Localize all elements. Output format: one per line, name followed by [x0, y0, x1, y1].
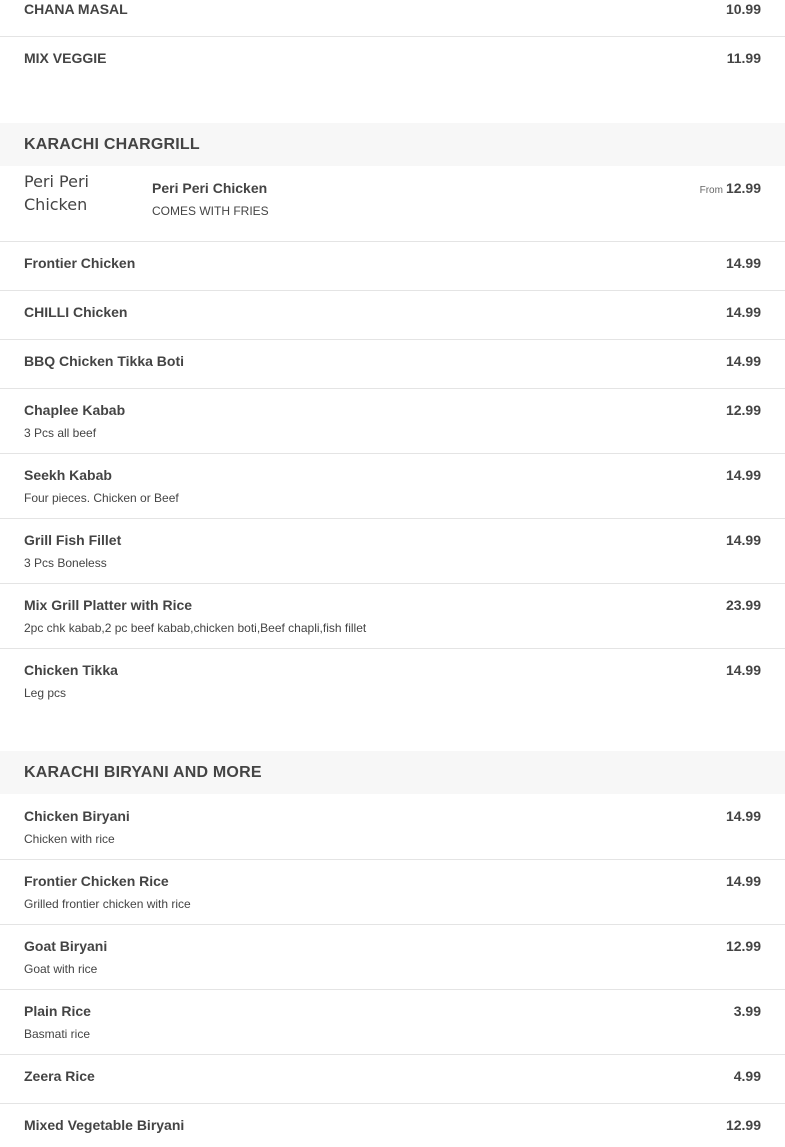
section-title: KARACHI BIRYANI AND MORE [24, 764, 262, 781]
item-price: 14.99 [725, 532, 761, 548]
item-name: Goat Biryani [24, 938, 108, 954]
from-label: From [699, 185, 723, 196]
divider [0, 36, 785, 37]
item-name: Peri Peri Chicken [152, 180, 268, 196]
item-name: Chicken Tikka [24, 662, 118, 678]
item-price: 14.99 [725, 808, 761, 824]
divider [0, 1054, 785, 1055]
item-name: CHANA MASAL [24, 1, 128, 17]
item-image-alt-text: Peri Peri Chicken [24, 172, 89, 214]
item-price: 14.99 [725, 255, 761, 271]
item-description: Grilled frontier chicken with rice [24, 897, 191, 911]
item-price-wrapper [700, 180, 761, 199]
item-price: 14.99 [725, 662, 761, 678]
item-description: Leg pcs [24, 686, 67, 700]
section-title: KARACHI CHARGRILL [24, 136, 200, 153]
divider [0, 1103, 785, 1104]
item-price: 12.99 [725, 180, 761, 196]
item-name: Zeera Rice [24, 1068, 95, 1084]
divider [0, 924, 785, 925]
item-description: Four pieces. Chicken or Beef [24, 491, 179, 505]
item-description: Chicken with rice [24, 832, 115, 846]
item-name: Chicken Biryani [24, 808, 130, 824]
item-price: 14.99 [725, 873, 761, 889]
item-price: 12.99 [725, 1117, 761, 1133]
item-name: Mixed Vegetable Biryani [24, 1117, 185, 1133]
divider [0, 583, 785, 584]
item-description: COMES WITH FRIES [152, 204, 269, 218]
item-name: Chaplee Kabab [24, 402, 126, 418]
item-name: MIX VEGGIE [24, 50, 107, 66]
item-name: Frontier Chicken Rice [24, 873, 169, 889]
divider [0, 453, 785, 454]
item-name: Grill Fish Fillet [24, 532, 122, 548]
item-price: 14.99 [725, 304, 761, 320]
item-price: 11.99 [726, 50, 761, 66]
item-price: 14.99 [725, 467, 761, 483]
item-name: Frontier Chicken [24, 255, 136, 271]
divider [0, 859, 785, 860]
item-price: 10.99 [725, 1, 761, 17]
divider [0, 648, 785, 649]
item-price: 3.99 [733, 1003, 761, 1019]
item-name: BBQ Chicken Tikka Boti [24, 353, 185, 369]
item-description: 3 Pcs all beef [24, 426, 97, 440]
item-price: 4.99 [733, 1068, 761, 1084]
item-description: Basmati rice [24, 1027, 91, 1041]
item-name: Plain Rice [24, 1003, 91, 1019]
item-description: Goat with rice [24, 962, 98, 976]
divider [0, 290, 785, 291]
divider [0, 989, 785, 990]
item-name: Seekh Kabab [24, 467, 112, 483]
item-name: Mix Grill Platter with Rice [24, 597, 193, 613]
divider [0, 339, 785, 340]
item-price: 12.99 [725, 938, 761, 954]
section-header-karachi-chargrill [0, 123, 785, 166]
divider [0, 388, 785, 389]
divider [0, 518, 785, 519]
divider [0, 241, 785, 242]
item-description: 3 Pcs Boneless [24, 556, 107, 570]
item-name: CHILLI Chicken [24, 304, 128, 320]
item-price: 14.99 [725, 353, 761, 369]
section-header-karachi-biryani [0, 751, 785, 794]
item-price: 12.99 [725, 402, 761, 418]
item-price: 23.99 [725, 597, 761, 613]
item-description: 2pc chk kabab,2 pc beef kabab,chicken boti,Beef chapli,fish fillet [24, 621, 367, 635]
